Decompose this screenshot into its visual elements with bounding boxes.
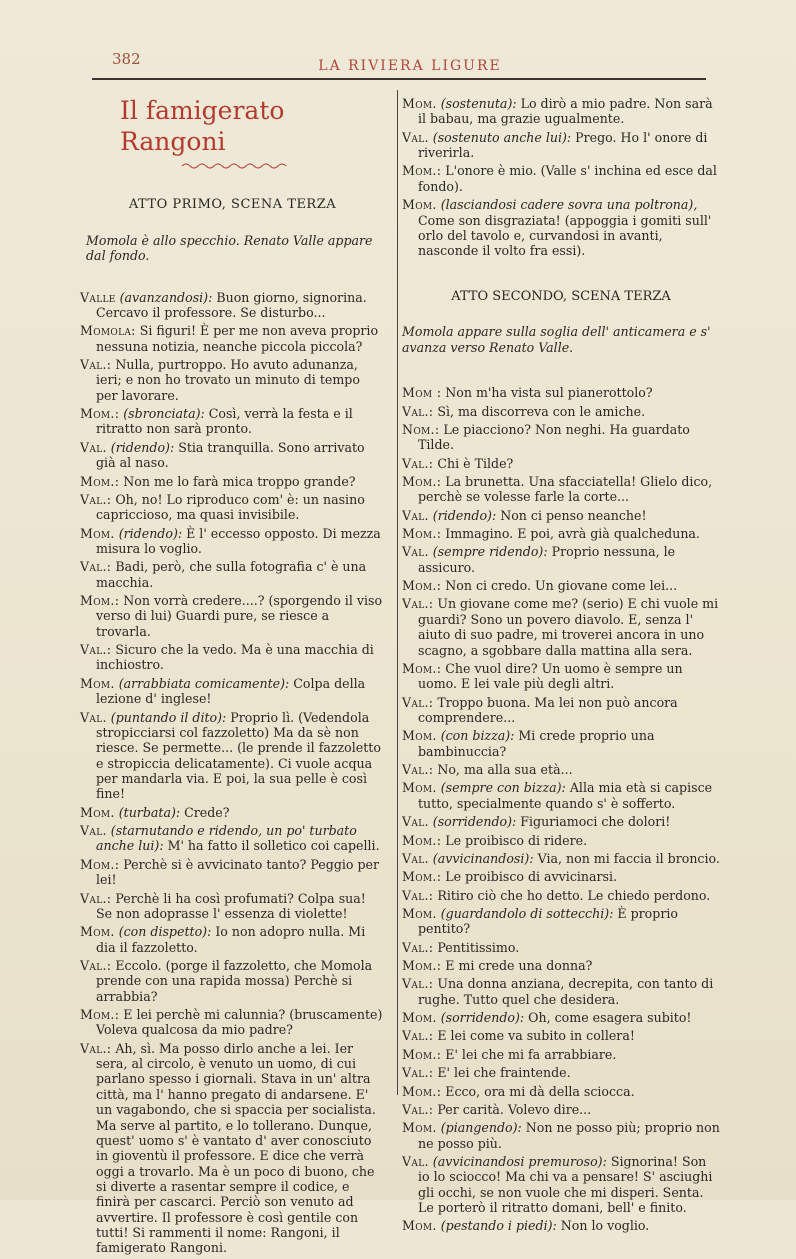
speaker-name: Mom. [402, 780, 437, 796]
speech-text: Colpa della lezione d' inglese! [96, 675, 366, 707]
speech-line [402, 578, 720, 593]
speech-text: Le piacciono? Non neghi. Ha guardato Tilde. [418, 421, 690, 453]
speaker-name: Mom. [80, 924, 115, 940]
speech-line [80, 823, 385, 854]
speech-text: Pentitissimo. [433, 939, 520, 955]
speech-line [402, 906, 720, 937]
speaker-name: Val.: [402, 694, 434, 710]
speech-text: Figuriamoci che dolori! [516, 814, 671, 830]
speech-text: Via, non mi faccia il broncio. [533, 850, 720, 866]
speaker-name: Mom.: [402, 832, 442, 848]
speech-text: Badi, però, che sulla fotografia c' è una macchia. [96, 559, 367, 590]
speaker-name: Val.: [402, 976, 434, 992]
speaker-name: Mom. [80, 675, 115, 691]
speech-line [402, 163, 720, 194]
dialogue-act2 [402, 385, 720, 1234]
speaker-name: Val. [80, 439, 107, 455]
speaker-name: Val.: [80, 1040, 112, 1056]
speech-text: È l' eccesso opposto. Di mezza misura lo voglio. [96, 525, 381, 556]
speech-line [402, 422, 720, 453]
speech-line [402, 508, 720, 523]
speech-text: Mi crede proprio una bambinuccia? [418, 728, 655, 759]
stage-note: (sostenuta): [440, 96, 517, 111]
speaker-name: Val. [402, 129, 429, 145]
speech-line [402, 1154, 720, 1215]
speaker-name: Mom.: [402, 526, 442, 542]
speech-line [402, 888, 720, 903]
speaker-name: Mom.: [402, 578, 442, 594]
speaker-name: Val.: [80, 491, 112, 507]
scene-heading-act2: ATTO SECONDO, SCENA TERZA [451, 288, 671, 304]
stage-note: (sbronciata): [123, 406, 205, 422]
speech-text: Ah, sì. Ma posso dirlo anche a lei. Ier sera, al circolo, è venuto un uomo, di cui parlano spesso i giornali. Stava in un' altra città, ma l' hanno pregato di andarsene. E' un vagabondo, che si spaccia per socialista. Ma serve al partito, e lo tollerano. Dunque, quest' uomo s' è vantato d' aver conosciuto in gioventù il professore. E dice che verrà oggi a trovarlo. Ma è un poco di buono, che si diverte a rasentar sempre il codice, e finirà per cascarci. Perciò son venuto ad avvertire. Il professore è così gentile con tutti! Si rammenti il nome: Rangoni, il famigerato Rangoni. [96, 1040, 376, 1256]
speaker-name: Mom.: [402, 1083, 442, 1099]
speaker-name: Val.: [402, 455, 434, 471]
speech-line [80, 526, 385, 557]
speaker-name: Val. [402, 1153, 429, 1169]
speech-text: Le proibisco di avvicinarsi. [441, 869, 618, 885]
stage-note: (avvicinandosi premuroso): [432, 1153, 607, 1169]
speech-text: Perchè si è avvicinato tanto? Peggio per lei! [96, 856, 380, 888]
speech-text: Chi è Tilde? [433, 455, 514, 471]
speech-line [402, 544, 720, 575]
speech-text: Buon giorno, signorina. Cercavo il professore. Se disturbo... [96, 289, 367, 320]
stage-note: (starnutando e ridendo, un po' turbato anche lui): [96, 823, 357, 854]
speaker-name: Val.: [402, 762, 434, 778]
speech-line [402, 456, 720, 471]
speech-text: Signorina! Son io lo sciocco! Ma chi va a pensare! S' asciughi gli occhi, se non vuole che mi disperi. Senta. Le porterò il ritratto domani, bell' e finito. [418, 1153, 713, 1216]
stage-note: (sorridendo): [440, 1010, 525, 1026]
speech-text: Lo dirò a mio padre. Non sarà il babau, ma grazie ugualmente. [418, 96, 713, 127]
stage-note: (ridendo): [110, 439, 175, 455]
speech-text: E' lei che mi fa arrabbiare. [441, 1046, 617, 1062]
speech-line [402, 780, 720, 811]
speaker-name: Mom.: [402, 163, 442, 179]
speech-text: Si figuri! È per me non aveva proprio nessuna notizia, neanche piccola piccola? [96, 323, 379, 354]
speaker-name: Val. [402, 507, 429, 523]
stage-note: (ridendo): [118, 525, 183, 541]
speech-line [402, 958, 720, 973]
speech-line [80, 1007, 385, 1038]
speaker-name: Mom. [402, 1120, 437, 1136]
speech-line [402, 596, 720, 657]
speech-text: No, ma alla sua età... [433, 762, 573, 778]
speaker-name: Mom. [80, 804, 115, 820]
play-title: Il famigerato Rangoni [120, 96, 285, 156]
dialogue-act1-continued [402, 96, 720, 259]
running-title: LA RIVIERA LIGURE [318, 58, 502, 74]
speech-line [402, 1120, 720, 1151]
speech-line [402, 474, 720, 505]
speaker-name: Mom.: [80, 856, 120, 872]
speech-text: Non ne posso più; proprio non ne posso più. [418, 1120, 720, 1151]
speaker-name: Mom.: [80, 593, 120, 609]
speech-line [80, 440, 385, 471]
speech-text: Non m'ha vista sul pianerottolo? [441, 385, 653, 401]
stage-note: (con dispetto): [118, 924, 212, 940]
speech-text: Stia tranquilla. Sono arrivato già al naso. [96, 439, 365, 471]
header-rule [92, 78, 706, 80]
speaker-name: Val. [80, 709, 107, 725]
stage-note: (turbata): [118, 804, 181, 820]
speech-line [402, 976, 720, 1007]
speech-text: Oh, no! Lo riproduco com' è: un nasino capriccioso, ma quasi invisibile. [96, 491, 365, 523]
left-column [80, 86, 385, 1259]
speech-line [402, 385, 720, 400]
speaker-name: Val.: [80, 890, 112, 906]
speaker-name: Val.: [80, 957, 112, 973]
speech-line [402, 1102, 720, 1117]
speaker-name: Momola: [80, 323, 136, 339]
scene-heading-act1: ATTO PRIMO, SCENA TERZA [128, 197, 337, 212]
speech-text: Un giovane come me? (serio) E chi vuole mi guardi? Sono un povero diavolo. E, senza l' aiuto di suo padre, mi troverei ancora in uno scagno, a sgobbare dalla mattina alla sera. [418, 596, 719, 658]
speaker-name: Val.: [402, 1028, 434, 1044]
stage-note: (guardandolo di sottecchi): [440, 905, 614, 921]
speaker-name: Mom.: [402, 473, 442, 489]
speech-line [80, 559, 385, 590]
speech-text: Proprio nessuna, le assicuro. [418, 544, 676, 575]
speech-text: Non vorrà credere....? (sporgendo il viso verso di lui) Guardi pure, se riesce a trovarla. [96, 593, 383, 639]
speech-text: Così, verrà la festa e il ritratto non sarà pronto. [96, 406, 353, 437]
speech-text: Non ci penso neanche! [496, 507, 647, 523]
speech-text: E' lei che fraintende. [433, 1065, 571, 1081]
speaker-name: Val.: [402, 596, 434, 612]
speech-line [402, 661, 720, 692]
speech-line [80, 857, 385, 888]
speaker-name: Mom.: [80, 1007, 120, 1023]
speech-text: Perchè li ha così profumati? Colpa sua! Se non adoprasse l' essenza di violette! [96, 890, 366, 921]
speech-text: Immagino. E poi, avrà già qualcheduna. [441, 526, 700, 542]
speech-line [80, 805, 385, 820]
speech-line [80, 290, 385, 321]
speech-line [402, 526, 720, 541]
speech-text: Ritiro ciò che ho detto. Le chiedo perdono. [433, 887, 711, 903]
speaker-name: Mom. [402, 96, 437, 111]
speech-line [402, 940, 720, 955]
speech-line [402, 1084, 720, 1099]
speech-line [402, 814, 720, 829]
stage-note: (piangendo): [440, 1120, 522, 1136]
speech-text: Che vuol dire? Un uomo è sempre un uomo. E lei vale più degli altri. [418, 660, 683, 692]
speech-text: Non me lo farà mica troppo grande? [119, 473, 356, 489]
speech-line [402, 130, 720, 161]
speech-line [402, 1047, 720, 1062]
speech-line [80, 492, 385, 523]
speaker-name: Val.: [80, 642, 112, 658]
speech-line [402, 1028, 720, 1043]
speech-text: M' ha fatto il solletico coi capelli. [163, 838, 380, 854]
stage-note: (con bizza): [440, 728, 515, 744]
speaker-name: Mom. [402, 905, 437, 921]
speech-line [80, 958, 385, 1004]
speech-line [80, 891, 385, 922]
speaker-name: Val.: [80, 357, 112, 373]
speaker-name: Val. [402, 544, 429, 560]
speech-line [80, 474, 385, 489]
speech-text: Troppo buona. Ma lei non può ancora comprendere... [418, 694, 678, 725]
speech-text: Oh, come esagera subito! [524, 1010, 692, 1026]
speech-line [402, 695, 720, 726]
stage-note: (avvicinandosi): [432, 850, 534, 866]
speech-text: E lei perchè mi calunnia? (bruscamente) Voleva qualcosa da mio padre? [96, 1007, 383, 1038]
speech-text: Nulla, purtroppo. Ho avuto adunanza, ieri; e non ho trovato un minuto di tempo per lavorare. [96, 357, 360, 403]
stage-note: (pestando i piedi): [440, 1218, 557, 1234]
right-column [402, 96, 720, 1237]
speech-text: Ecco, ora mi dà della sciocca. [441, 1083, 635, 1099]
speech-line [402, 762, 720, 777]
speaker-name: Nom.: [402, 421, 440, 437]
stage-note: (sostenuto anche lui): [432, 129, 572, 145]
speech-text: L'onore è mio. (Valle s' inchina ed esce dal fondo). [418, 163, 717, 194]
speaker-name: Val.: [80, 559, 112, 575]
speech-text: Alla mia età si capisce tutto, specialmente quando s' è sofferto. [418, 780, 713, 811]
speech-text: Sicuro che la vedo. Ma è una macchia di inchiostro. [96, 642, 374, 673]
title-ornament [180, 161, 290, 171]
speech-text: Io non adopro nulla. Mi dia il fazzoletto. [96, 924, 366, 955]
speaker-name: Mom.: [402, 958, 442, 974]
speech-line [402, 1218, 720, 1233]
speech-line [402, 728, 720, 759]
speech-text: Una donna anziana, decrepita, con tanto di rughe. Tutto quel che desidera. [418, 976, 714, 1007]
speech-line [80, 323, 385, 354]
speech-text: Sì, ma discorreva con le amiche. [433, 403, 646, 419]
speech-line [402, 851, 720, 866]
speaker-name: Mom.: [402, 660, 442, 676]
speaker-name: Val.: [402, 887, 434, 903]
speech-line [80, 406, 385, 437]
speech-text: Crede? [180, 804, 230, 820]
speaker-name: Mom : [402, 385, 442, 401]
speech-text: Non ci credo. Un giovane come lei... [441, 578, 678, 594]
speech-line [402, 96, 720, 127]
stage-direction-act1: Momola è allo specchio. Renato Valle appare dal fondo. [86, 232, 373, 264]
speech-text: Non lo voglio. [556, 1218, 650, 1234]
speaker-name: Mom.: [80, 473, 120, 489]
speaker-name: Val.: [402, 939, 434, 955]
speaker-name: Val. [402, 814, 429, 830]
speech-line [80, 924, 385, 955]
speaker-name: Valle [80, 289, 116, 305]
stage-note: (ridendo): [432, 507, 497, 523]
speech-line [402, 404, 720, 419]
speech-text: Eccolo. (porge il fazzoletto, che Momola prende con una rapida mossa) Perchè si arrabbia? [96, 957, 373, 1004]
dialogue-act1 [80, 290, 385, 1256]
stage-note: (arrabbiata comicamente): [118, 675, 290, 691]
speech-text: E lei come va subito in collera! [433, 1028, 635, 1044]
speech-text: Le proibisco di ridere. [441, 832, 588, 848]
stage-note: (sorridendo): [432, 814, 517, 830]
speech-line [402, 1010, 720, 1025]
speech-text: Per carità. Volevo dire... [433, 1101, 592, 1117]
speaker-name: Mom.: [402, 869, 442, 885]
speech-text: Prego. Ho l' onore di riverirla. [418, 129, 708, 161]
speech-line [80, 357, 385, 403]
stage-note: (lasciandosi cadere sovra una poltrona), [440, 197, 698, 213]
speaker-name: Mom. [402, 197, 437, 213]
speaker-name: Mom. [402, 1218, 437, 1234]
speech-line [402, 869, 720, 884]
speaker-name: Mom. [402, 1010, 437, 1026]
column-divider [397, 90, 398, 1095]
speech-text: È proprio pentito? [418, 905, 678, 937]
stage-note: (sempre con bizza): [440, 780, 566, 796]
speech-line [80, 676, 385, 707]
speaker-name: Mom. [80, 525, 115, 541]
speaker-name: Val.: [402, 1065, 434, 1081]
speaker-name: Val.: [402, 403, 434, 419]
speech-line [80, 593, 385, 639]
stage-direction-act2: Momola appare sulla soglia dell' anticamera e s' avanza verso Renato Valle. [402, 324, 711, 355]
speech-line [402, 833, 720, 848]
speech-line [80, 1041, 385, 1256]
stage-note: (sempre ridendo): [432, 544, 548, 560]
speaker-name: Val. [402, 850, 429, 866]
speaker-name: Mom. [402, 728, 437, 744]
stage-note: (avanzandosi): [119, 289, 213, 305]
page-number: 382 [112, 50, 141, 68]
speech-text: La brunetta. Una sfacciatella! Glielo dico, perchè se volesse farle la corte... [418, 473, 713, 505]
speaker-name: Mom.: [402, 1046, 442, 1062]
speech-line [80, 710, 385, 802]
speech-line [402, 197, 720, 258]
stage-note: (puntando il dito): [110, 709, 227, 725]
speech-text: Proprio lì. (Vedendola stropicciarsi col fazzoletto) Ma da sè non riesce. Se permette... (le prende il fazzoletto e stropiccia delicatamente). Ci vuole acqua per mandarla via. E poi, la sua pelle è così fine! [96, 709, 381, 802]
speaker-name: Mom.: [80, 406, 120, 422]
speaker-name: Val.: [402, 1101, 434, 1117]
speech-line [80, 642, 385, 673]
speaker-name: Val. [80, 823, 107, 839]
speech-line [402, 1065, 720, 1080]
speech-text: E mi crede una donna? [441, 958, 593, 974]
speech-text: Come son disgraziata! (appoggia i gomiti sull' orlo del tavolo e, curvandosi in avanti, nasconde il volto fra essi). [418, 212, 712, 259]
